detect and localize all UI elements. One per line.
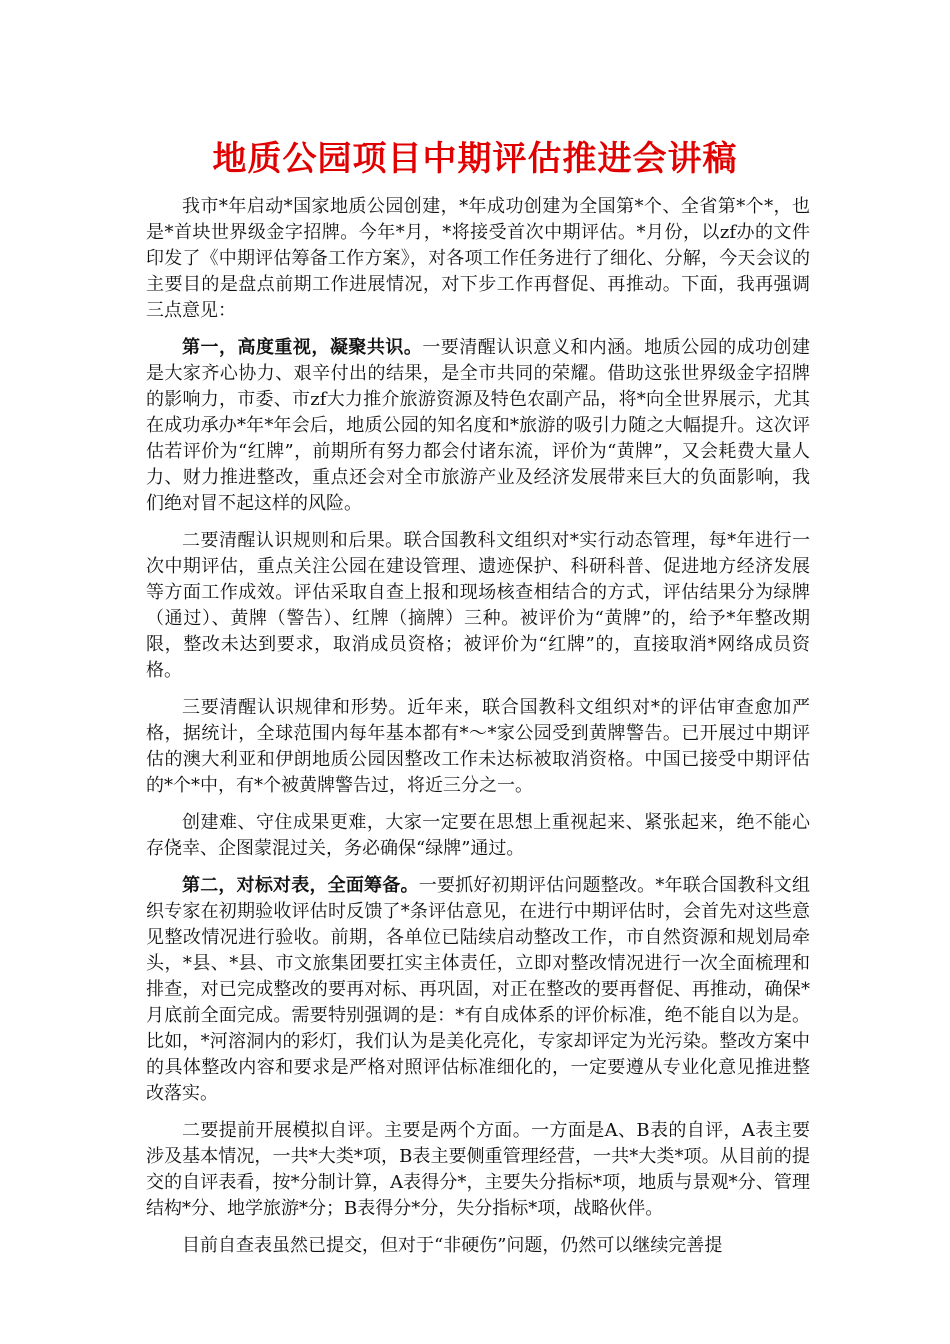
document-title: 地质公园项目中期评估推进会讲稿 (212, 139, 738, 179)
paragraph-text: 一要抓好初期评估问题整改。*年联合国教科文组织专家在初期验收评估时反馈了*条评估意见，在进行中期评估时，会首先对这些意见整改情况进行验收。前期，各单位已陆续启动整改工作，市自然资源和规划局牵头，*县、*县、市文旅集团要扛实主体责任，立即对整改情况进行一次全面梳理和排查，对已完成整改的要再对标、再巩固，对正在整改的要再督促、再推动，确保*月底前全面完成。需要特别强调的是：*有自成体系的评价标准，绝不能自以为是。比如，*河溶洞内的彩灯，我们认为是美化亮化，专家却评定为光污染。整改方案中的具体整改内容和要求是严格对照评估标准细化的，一定要遵从专业化意见推进整改落实。 (146, 875, 811, 1104)
paragraph-text: 三要清醒认识规律和形势。近年来，联合国教科文组织对*的评估审查愈加严格，据统计，全球范围内每年基本都有*～*家公园受到黄牌警告。已开展过中期评估的澳大利亚和伊朗地质公园因整改工作未达标被取消资格。中国已接受中期评估的*个*中，有*个被黄牌警告过，将近三分之一。 (146, 697, 810, 796)
paragraph-trends (146, 695, 810, 799)
paragraph-section-2 (146, 873, 810, 1107)
paragraph-self-assessment (146, 1118, 810, 1222)
section-heading-2: 第二，对标对表，全面筹备。 (182, 875, 419, 896)
paragraph-continued (146, 1233, 810, 1259)
paragraph-section-1 (146, 335, 810, 517)
paragraph-text: 二要清醒认识规则和后果。联合国教科文组织对*实行动态管理，每*年进行一次中期评估，重点关注公园在建设管理、遗迹保护、科研科普、促进地方经济发展等方面工作成效。评估采取自查上报和现场核查相结合的方式，评估结果分为绿牌（通过）、黄牌（警告）、红牌（摘牌）三种。被评价为“黄牌”的，给予*年整改期限，整改未达到要求，取消成员资格；被评价为“红牌”的，直接取消*网络成员资格。 (146, 530, 810, 681)
paragraph-text: 创建难、守住成果更难，大家一定要在思想上重视起来、紧张起来，绝不能心存侥幸、企图蒙混过关，务必确保“绿牌”通过。 (146, 812, 810, 859)
paragraph-text: 目前自查表虽然已提交，但对于“非硬伤”问题，仍然可以继续完善提 (182, 1235, 723, 1256)
paragraph-text: 我市*年启动*国家地质公园创建，*年成功创建为全国第*个、全省第*个*，也是*首块世界级金字招牌。今年*月，*将接受首次中期评估。*月份，以zf办的文件印发了《中期评估筹备工作方案》，对各项工作任务进行了细化、分解，今天会议的主要目的是盘点前期工作进展情况，对下步工作再督促、再推动。下面，我再强调三点意见： (146, 196, 810, 321)
paragraph-text: 一要清醒认识意义和内涵。地质公园的成功创建是大家齐心协力、艰辛付出的结果，是全市共同的荣耀。借助这张世界级金字招牌的影响力，市委、市zf大力推介旅游资源及特色农副产品，将*向全世界展示，尤其在成功承办*年*年会后，地质公园的知名度和*旅游的吸引力随之大幅提升。这次评估若评价为“红牌”，前期所有努力都会付诸东流，评价为“黄牌”，又会耗费大量人力、财力推进整改，重点还会对全市旅游产业及经济发展带来巨大的负面影响，我们绝对冒不起这样的风险。 (146, 337, 811, 514)
paragraph-text: 二要提前开展模拟自评。主要是两个方面。一方面是A、B表的自评，A表主要涉及基本情况，一共*大类*项，B表主要侧重管理经营，一共*大类*项。从目前的提交的自评表看，按*分制计算，A表得分*，主要失分指标*项，地质与景观*分、管理结构*分、地学旅游*分；B表得分*分，失分指标*项，战略伙伴。 (146, 1120, 810, 1219)
section-heading-1: 第一，高度重视，凝聚共识。 (182, 337, 423, 358)
document-body (146, 194, 810, 1259)
paragraph-summary (146, 810, 810, 862)
paragraph-rules (146, 528, 810, 684)
paragraph-intro (146, 194, 810, 324)
